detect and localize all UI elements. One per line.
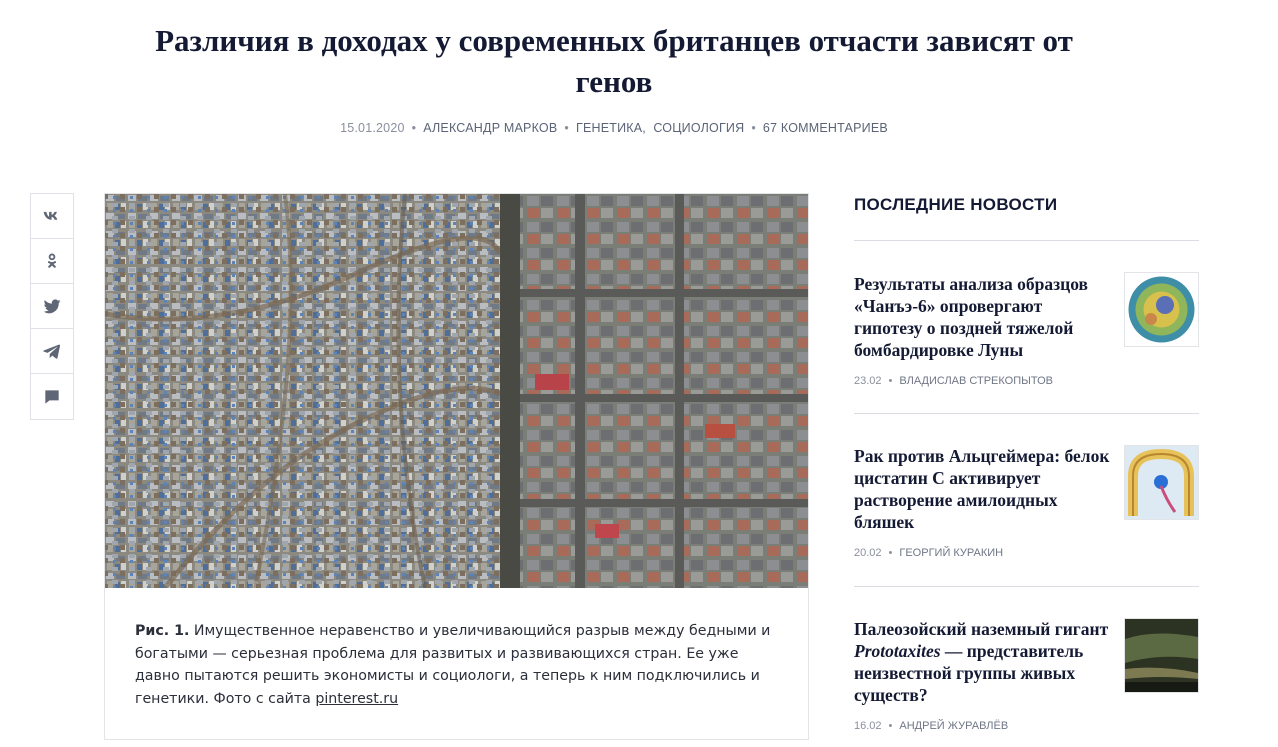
meta-separator: • xyxy=(564,121,569,135)
news-title-link[interactable]: Рак против Альцгеймера: белок цистатин С активирует растворение амилоидных бляшек xyxy=(854,446,1110,532)
news-author-link[interactable]: ВЛАДИСЛАВ СТРЕКОПЫТОВ xyxy=(899,375,1053,387)
article-meta xyxy=(0,121,1228,135)
share-vk-button[interactable] xyxy=(31,194,73,239)
meta-separator: • xyxy=(411,121,417,135)
news-meta xyxy=(854,375,1199,387)
figure-text: Имущественное неравенство и увеличивающийся разрыв между бедными и богатыми — серьезная проблема для развитых и развивающихся стран. Ее уже давно пытаются решить экономисты и социологи, а теперь к ним подключились и генетики. Фото с сайта xyxy=(135,623,771,707)
telegram-icon xyxy=(42,341,62,361)
comment-icon xyxy=(42,387,62,407)
odnoklassniki-icon xyxy=(42,251,62,271)
article-title: Различия в доходах у современных британцев отчасти зависят от генов xyxy=(155,23,1073,99)
share-comments-button[interactable] xyxy=(31,374,73,419)
news-author-link[interactable]: АНДРЕЙ ЖУРАВЛЁВ xyxy=(899,720,1009,732)
twitter-icon xyxy=(42,296,62,316)
share-ok-button[interactable] xyxy=(31,239,73,284)
news-date: 23.02 xyxy=(854,375,882,387)
moon-map-image xyxy=(1125,273,1198,346)
news-meta xyxy=(854,547,1199,559)
meta-separator: • xyxy=(751,121,756,135)
tag-sociology-link[interactable]: СОЦИОЛОГИЯ xyxy=(653,121,745,135)
meta-separator: • xyxy=(888,547,893,559)
news-item xyxy=(854,241,1199,414)
source-link[interactable]: pinterest.ru xyxy=(315,690,399,707)
news-item xyxy=(854,414,1199,587)
author-link[interactable]: АЛЕКСАНДР МАРКОВ xyxy=(423,121,558,135)
latest-news-sidebar xyxy=(854,193,1199,747)
share-twitter-button[interactable] xyxy=(31,284,73,329)
vk-icon xyxy=(42,206,62,226)
news-title-link[interactable]: Палеозойский наземный гигант Prototaxites — представитель неизвестной группы живых существ? xyxy=(854,619,1109,705)
figure-caption xyxy=(135,620,775,710)
news-meta xyxy=(854,720,1199,732)
meta-separator: • xyxy=(888,375,893,387)
fossil-image xyxy=(1125,619,1198,692)
comments-link[interactable]: 67 КОММЕНТАРИЕВ xyxy=(762,121,888,135)
news-title-link[interactable]: Результаты анализа образцов «Чанъэ-6» опровергают гипотезу о поздней тяжелой бомбардировке Луны xyxy=(854,274,1089,360)
meta-separator: • xyxy=(888,720,893,732)
article-date: 15.01.2020 xyxy=(340,121,405,135)
aerial-city-photo xyxy=(105,194,808,588)
news-thumbnail[interactable] xyxy=(1124,272,1199,347)
tag-genetics-link[interactable]: ГЕНЕТИКА, xyxy=(575,121,646,135)
news-thumbnail[interactable] xyxy=(1124,618,1199,693)
membrane-protein-image xyxy=(1125,446,1198,519)
news-item xyxy=(854,587,1199,747)
news-thumbnail[interactable] xyxy=(1124,445,1199,520)
share-telegram-button[interactable] xyxy=(31,329,73,374)
sidebar-heading: ПОСЛЕДНИЕ НОВОСТИ xyxy=(854,193,1199,241)
news-author-link[interactable]: ГЕОРГИЙ КУРАКИН xyxy=(899,547,1004,559)
news-date: 16.02 xyxy=(854,720,882,732)
share-panel xyxy=(30,193,74,420)
figure-label: Рис. 1. xyxy=(135,623,190,639)
news-date: 20.02 xyxy=(854,547,882,559)
article-figure xyxy=(104,193,809,740)
